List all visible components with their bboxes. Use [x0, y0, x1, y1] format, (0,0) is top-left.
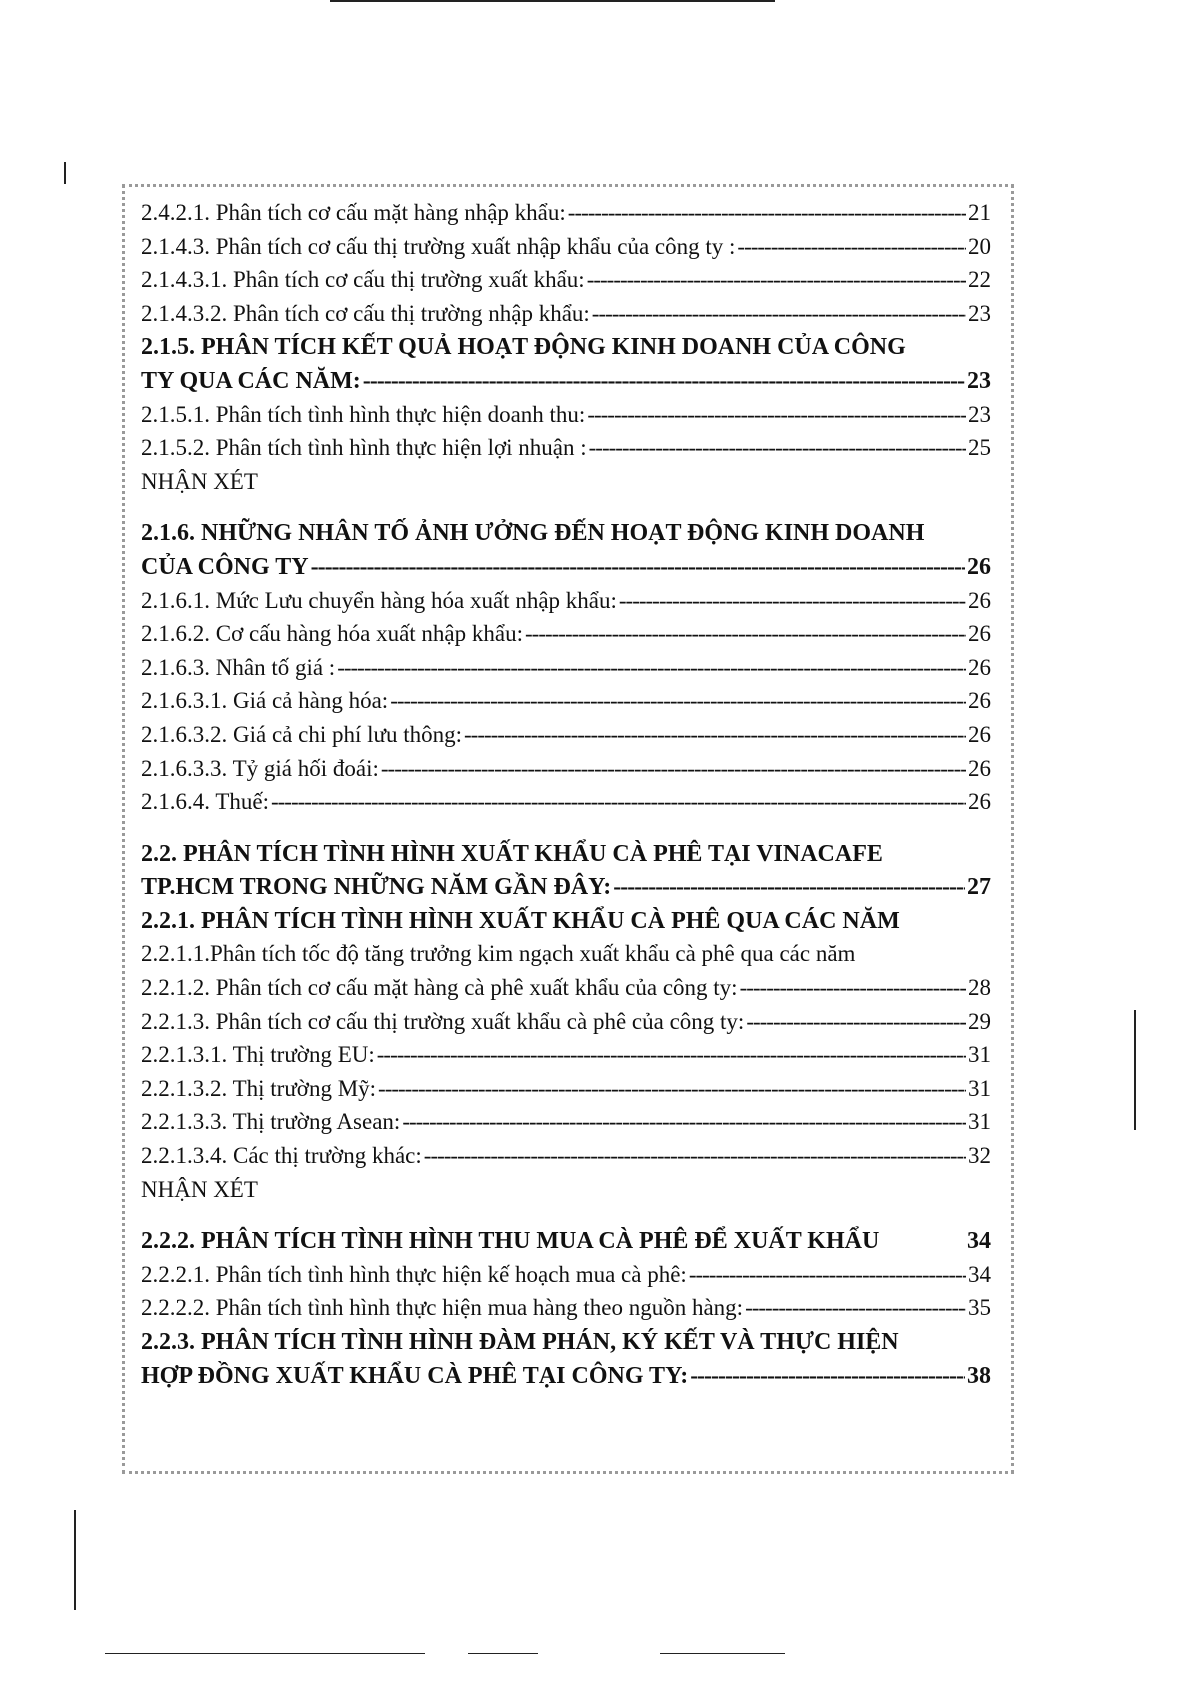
scan-bottom-line-3	[660, 1653, 785, 1654]
toc-page-number: 31	[968, 1109, 991, 1135]
toc-entry	[141, 789, 991, 823]
toc-leader-dashes	[271, 789, 966, 815]
toc-entry	[141, 1295, 991, 1329]
toc-entry-title: 2.2.2.1. Phân tích tình hình thực hiện kế hoạch mua cà phê:	[141, 1261, 687, 1287]
scan-left-edge	[74, 1510, 76, 1610]
toc-page-number: 31	[968, 1042, 991, 1068]
toc-entry-title: 2.1.5.2. Phân tích tình hình thực hiện lợi nhuận :	[141, 435, 587, 461]
toc-leader-dashes	[740, 975, 966, 1001]
toc-leader-dashes	[402, 1109, 966, 1135]
toc-page-number: 26	[968, 621, 991, 647]
toc-entry	[141, 655, 991, 689]
toc-entry-title: 2.1.4.3.2. Phân tích cơ cấu thị trường nhập khẩu:	[141, 300, 590, 326]
toc-entry-title: 2.1.6.3. Nhân tố giá :	[141, 654, 336, 680]
toc-entry	[141, 334, 991, 368]
toc-entry-title: 2.4.2.1. Phân tích cơ cấu mặt hàng nhập khẩu:	[141, 200, 566, 225]
toc-page-number: 28	[968, 975, 991, 1001]
toc-page-number: 23	[967, 367, 991, 394]
toc-page-number: 26	[968, 688, 991, 714]
toc-leader-dashes	[424, 1143, 966, 1169]
toc-entry-title: 2.2.1.1.Phân tích tốc độ tăng trưởng kim ngạch xuất khẩu cà phê qua các năm	[141, 941, 856, 967]
toc-leader-dashes	[589, 435, 966, 461]
scan-left-mark	[64, 162, 66, 184]
toc-entry-title: 2.2.2. PHÂN TÍCH TÌNH HÌNH THU MUA CÀ PHÊ ĐỂ XUẤT KHẨU	[141, 1228, 880, 1255]
toc-entry	[141, 1042, 991, 1076]
toc-leader-dashes	[746, 1009, 966, 1035]
toc-page-number: 26	[968, 721, 991, 747]
toc-leader-dashes	[337, 655, 966, 681]
toc-leader-dashes	[613, 874, 965, 901]
toc-entry-title: 2.2. PHÂN TÍCH TÌNH HÌNH XUẤT KHẨU CÀ PHÊ TẠI VINACAFE	[141, 840, 883, 867]
toc-leader-dashes	[587, 267, 966, 293]
toc-page-number: 22	[968, 267, 991, 293]
toc-leader-dashes	[619, 588, 966, 614]
toc-entry	[141, 1109, 991, 1143]
toc-entry-title: 2.2.2.2. Phân tích tình hình thực hiện mua hàng theo nguồn hàng:	[141, 1295, 744, 1321]
toc-entry	[141, 841, 991, 875]
toc-entry	[141, 1177, 991, 1211]
toc-entry-title: 2.2.1. PHÂN TÍCH TÌNH HÌNH XUẤT KHẨU CÀ PHÊ QUA CÁC NĂM	[141, 907, 900, 934]
toc-entry	[141, 234, 991, 268]
toc-page-number: 26	[968, 587, 991, 613]
toc-leader-dashes	[525, 621, 966, 647]
toc-entry-title: 2.2.1.3.4. Các thị trường khác:	[141, 1143, 422, 1169]
toc-entry-title: 2.2.3. PHÂN TÍCH TÌNH HÌNH ĐÀM PHÁN, KÝ KẾT VÀ THỰC HIỆN	[141, 1329, 899, 1355]
toc-entry	[141, 1363, 991, 1397]
toc-entry	[141, 621, 991, 655]
toc-entry-title: 2.2.1.3. Phân tích cơ cấu thị trường xuất khẩu cà phê của công ty:	[141, 1008, 745, 1034]
toc-entry	[141, 975, 991, 1009]
toc-entry-title: 2.2.1.3.3. Thị trường Asean:	[141, 1109, 401, 1135]
toc-page-number: 27	[967, 874, 991, 901]
toc-entry	[141, 1076, 991, 1110]
toc-entry-title: 2.1.6.1. Mức Lưu chuyển hàng hóa xuất nhập khẩu:	[141, 587, 617, 613]
toc-leader-dashes	[592, 301, 966, 327]
toc-entry-title: 2.1.4.3.1. Phân tích cơ cấu thị trường xuất khẩu:	[141, 267, 585, 293]
scan-bottom-line-2	[468, 1653, 538, 1654]
toc-entry-title: 2.1.4.3. Phân tích cơ cấu thị trường xuất nhập khẩu của công ty :	[141, 233, 736, 259]
toc-page-number: 38	[967, 1362, 991, 1389]
toc-leader-dashes	[737, 234, 966, 260]
toc-entry-title: HỢP ĐỒNG XUẤT KHẨU CÀ PHÊ TẠI CÔNG TY:	[141, 1362, 689, 1389]
toc-entry-title: TY QUA CÁC NĂM:	[141, 367, 361, 394]
toc-leader-dashes	[377, 1042, 966, 1068]
toc-entry	[141, 554, 991, 588]
toc-entry	[141, 402, 991, 436]
toc-leader-dashes	[568, 200, 966, 226]
toc-entry-title: 2.1.6.3.2. Giá cả chi phí lưu thông:	[141, 721, 463, 747]
toc-entry	[141, 588, 991, 622]
toc-entry	[141, 1262, 991, 1296]
toc-page-number: 29	[968, 1008, 991, 1034]
toc-page-number: 26	[967, 553, 991, 580]
toc-entry	[141, 1009, 991, 1043]
toc-entry	[141, 688, 991, 722]
toc-page-number: 26	[968, 755, 991, 781]
toc-leader-dashes	[311, 554, 965, 581]
toc-entry	[141, 1143, 991, 1177]
toc-entry-title: NHẬN XÉT	[141, 468, 258, 494]
toc-page-number: 25	[968, 435, 991, 461]
toc-entry	[141, 1228, 991, 1262]
toc-entry	[141, 301, 991, 335]
toc-entry-title: 2.1.6. NHỮNG NHÂN TỐ ẢNH ƯỞNG ĐẾN HOẠT ĐỘNG KINH DOANH	[141, 520, 925, 547]
scan-bottom-line-1	[105, 1653, 425, 1654]
table-of-contents	[141, 200, 991, 1396]
toc-entry	[141, 941, 991, 975]
toc-page-number: 26	[968, 789, 991, 815]
toc-leader-dashes	[381, 756, 966, 782]
toc-entry-title: TP.HCM TRONG NHỮNG NĂM GẦN ĐÂY:	[141, 874, 612, 901]
toc-entry-title: 2.1.6.4. Thuế:	[141, 789, 269, 815]
toc-entry-title: CỦA CÔNG TY	[141, 553, 309, 580]
toc-leader-dashes	[689, 1262, 966, 1288]
toc-entry	[141, 874, 991, 908]
toc-entry	[141, 469, 991, 503]
toc-entry-title: 2.1.5. PHÂN TÍCH KẾT QUẢ HOẠT ĐỘNG KINH DOANH CỦA CÔNG	[141, 334, 906, 361]
toc-entry	[141, 267, 991, 301]
toc-page-number: 32	[968, 1143, 991, 1169]
toc-entry-title: NHẬN XÉT	[141, 1176, 258, 1202]
toc-leader-dashes	[378, 1076, 966, 1102]
scan-right-mark	[1134, 1010, 1136, 1130]
toc-leader-dashes	[690, 1363, 965, 1390]
toc-entry	[141, 722, 991, 756]
toc-entry-title: 2.1.6.2. Cơ cấu hàng hóa xuất nhập khẩu:	[141, 621, 523, 647]
toc-page-number: 26	[968, 654, 991, 680]
toc-entry-title: 2.1.5.1. Phân tích tình hình thực hiện doanh thu:	[141, 401, 586, 427]
toc-leader-dashes	[363, 368, 965, 395]
toc-entry-title: 2.1.6.3.3. Tỷ giá hối đoái:	[141, 755, 379, 781]
toc-page-number: 31	[968, 1075, 991, 1101]
toc-entry	[141, 435, 991, 469]
toc-entry-title: 2.2.1.3.1. Thị trường EU:	[141, 1042, 375, 1068]
toc-entry	[141, 200, 991, 234]
toc-leader-dashes	[745, 1295, 966, 1321]
toc-entry	[141, 756, 991, 790]
toc-page-number: 20	[968, 233, 991, 259]
toc-entry	[141, 1329, 991, 1363]
toc-page-number: 23	[968, 300, 991, 326]
toc-entry	[141, 908, 991, 942]
toc-page-number: 35	[968, 1295, 991, 1321]
toc-entry-title: 2.1.6.3.1. Giá cả hàng hóa:	[141, 688, 389, 714]
toc-entry-title: 2.2.1.3.2. Thị trường Mỹ:	[141, 1075, 377, 1101]
scan-top-line	[330, 0, 775, 2]
toc-page-number: 23	[968, 401, 991, 427]
toc-leader-dashes	[464, 722, 966, 748]
toc-entry-title: 2.2.1.2. Phân tích cơ cấu mặt hàng cà phê xuất khẩu của công ty:	[141, 975, 738, 1001]
toc-page-number: 34	[967, 1228, 991, 1255]
toc-entry	[141, 520, 991, 554]
toc-leader-dashes	[587, 402, 966, 428]
toc-page-number: 21	[968, 200, 991, 225]
toc-entry	[141, 368, 991, 402]
toc-page-number: 34	[968, 1261, 991, 1287]
toc-leader-dashes	[390, 688, 966, 714]
